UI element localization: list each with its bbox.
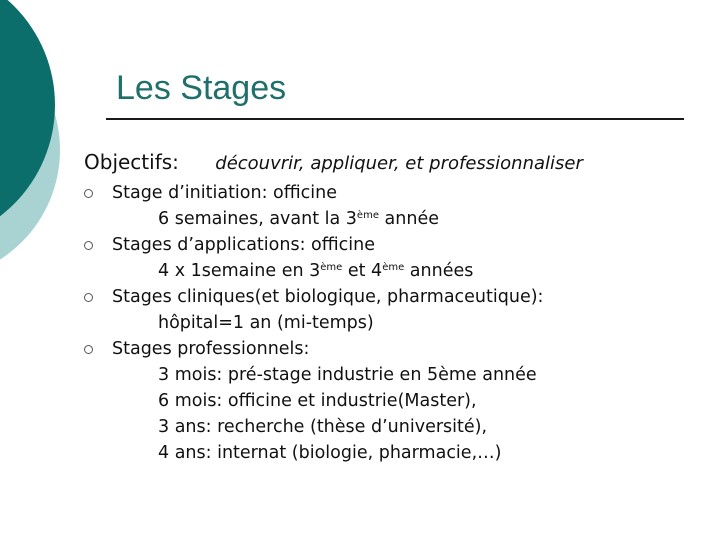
- list-item: [84, 284, 694, 336]
- list-item-heading: Stages d’applications: officine: [112, 235, 375, 255]
- hollow-circle-bullet-icon: [84, 241, 93, 250]
- list-item-detail: [112, 414, 694, 440]
- list-item: [84, 336, 694, 466]
- decorative-arcs: [0, 0, 90, 290]
- detail-text: et 4: [342, 261, 383, 281]
- list-item-detail: [112, 440, 694, 466]
- list-item-detail: [112, 362, 694, 388]
- detail-text: 4 ans: internat (biologie, pharmacie,…): [158, 443, 502, 463]
- list-item-heading: Stages cliniques(et biologique, pharmaceutique):: [112, 287, 544, 307]
- detail-text: 3 mois: pré-stage industrie en 5ème année: [158, 365, 537, 385]
- hollow-circle-bullet-icon: [84, 293, 93, 302]
- objectives-label: Objectifs:: [84, 150, 179, 174]
- bullet-list: [84, 180, 694, 466]
- list-item-heading: Stages professionnels:: [112, 339, 310, 359]
- title-divider: [106, 118, 684, 120]
- slide-title: Les Stages: [116, 69, 287, 107]
- hollow-circle-bullet-icon: [84, 345, 93, 354]
- ordinal-suffix: ème: [320, 262, 343, 273]
- objectives-text: découvrir, appliquer, et professionnaliser: [215, 153, 583, 174]
- detail-text: 4 x 1semaine en 3: [158, 261, 321, 281]
- detail-text: 3 ans: recherche (thèse d’université),: [158, 417, 488, 437]
- list-item-detail: [112, 388, 694, 414]
- objectives-line: [84, 148, 583, 178]
- list-item-detail: [112, 310, 694, 336]
- detail-text: 6 mois: officine et industrie(Master),: [158, 391, 477, 411]
- list-item-detail: [112, 206, 694, 232]
- detail-text: années: [404, 261, 474, 281]
- hollow-circle-bullet-icon: [84, 189, 93, 198]
- detail-text: 6 semaines, avant la 3: [158, 209, 357, 229]
- ordinal-suffix: ème: [382, 262, 405, 273]
- list-item-heading: Stage d’initiation: officine: [112, 183, 338, 203]
- list-item: [84, 232, 694, 284]
- list-item: [84, 180, 694, 232]
- ordinal-suffix: ème: [356, 210, 379, 221]
- detail-text: année: [378, 209, 439, 229]
- detail-text: hôpital=1 an (mi-temps): [158, 313, 374, 333]
- list-item-detail: [112, 258, 694, 284]
